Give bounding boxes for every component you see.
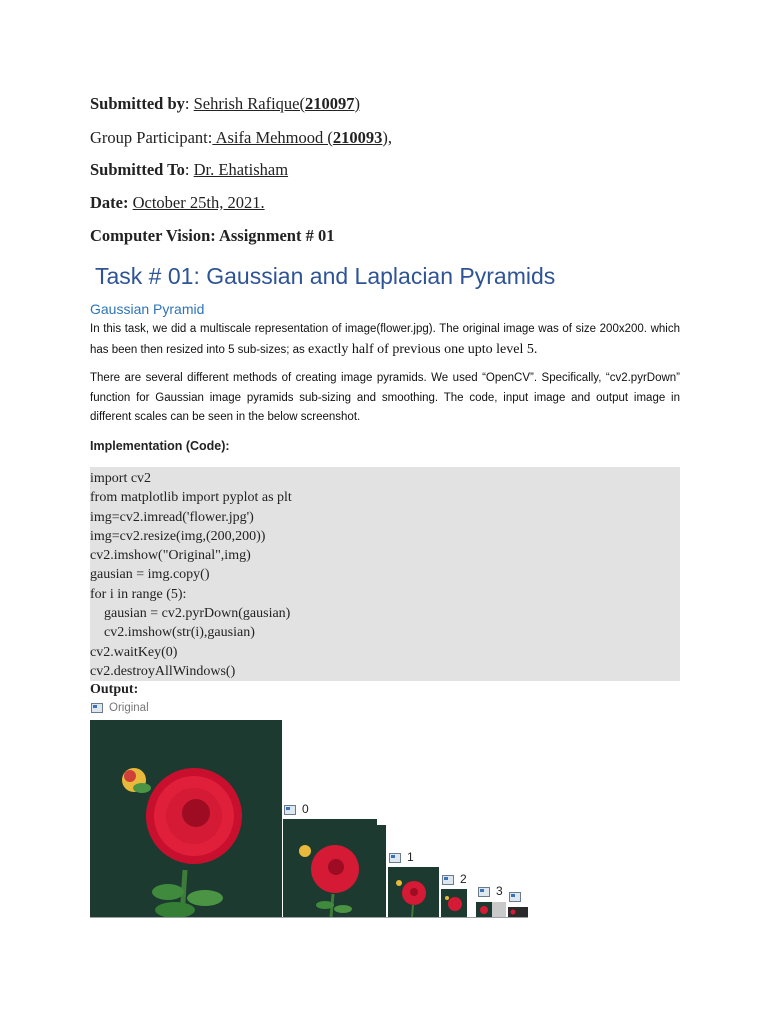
code-line: from matplotlib import pyplot as plt (90, 490, 292, 506)
window-title-original (91, 702, 149, 714)
flower-image (90, 720, 282, 917)
image-original (90, 720, 282, 917)
code-line: img=cv2.resize(img,(200,200)) (90, 528, 266, 544)
code-line: import cv2 (90, 471, 152, 486)
group-participant-line (90, 128, 392, 148)
code-line: cv2.imshow(str(i),gausian) (90, 625, 255, 641)
flower-image (388, 867, 439, 917)
window-title-3 (478, 884, 503, 898)
image-level-0 (283, 819, 386, 917)
submitted-to-line: Submitted To: Dr. Ehatisham (90, 160, 289, 179)
paragraph-methods: There are several different methods of creating image pyramids. We used “OpenCV”. Specifically, “cv2.pyrDown” function for Gaussian image pyramids sub-sizing and smoothing. The code, input image and output image in different scales can be seen in the below screenshot. (90, 372, 680, 423)
submitted-by-id: 210097 (304, 94, 355, 113)
paragraph-intro-b: exactly half of previous one upto level 5. (308, 341, 538, 357)
window-icon (91, 703, 103, 713)
course-title-text: Computer Vision: Assignment # 01 (90, 226, 335, 245)
window-title-original-text: Original (109, 702, 149, 714)
submitted-by-label: Submitted by (90, 94, 185, 113)
group-id: 210093 (332, 128, 383, 147)
code-line: cv2.imshow("Original",img) (90, 548, 251, 564)
submitted-by-line: Submitted by: Sehrish Rafique(210097) (90, 94, 360, 113)
code-line: cv2.waitKey(0) (90, 644, 178, 660)
group-label: Group Participant: (90, 128, 213, 147)
course-title (90, 226, 334, 246)
code-line: for i in range (5): (90, 586, 187, 602)
submitted-by-close: ) (354, 94, 360, 113)
flower-image (476, 902, 506, 917)
task-title: Task # 01: Gaussian and Laplacian Pyramids (95, 263, 556, 289)
window-title-2-text: 2 (460, 872, 467, 886)
submitted-to-name: Dr. Ehatisham (193, 160, 289, 179)
window-title-1-text: 1 (407, 850, 414, 864)
code-block (90, 467, 680, 681)
image-level-1 (388, 867, 439, 917)
flower-image (441, 889, 474, 917)
window-icon (442, 875, 454, 885)
date-line (90, 193, 265, 213)
flower-image (508, 907, 528, 917)
implementation-label: Implementation (Code): (90, 439, 230, 453)
submitted-to-label: Submitted To (90, 160, 185, 179)
code-line: img=cv2.imread('flower.jpg') (90, 509, 254, 525)
window-title-1 (389, 850, 414, 864)
window-title-3-text: 3 (496, 884, 503, 898)
image-level-2 (441, 889, 474, 917)
window-title-0-text: 0 (302, 802, 309, 816)
paragraph-intro-a: In this task, we did a multiscale representation of image(flower.jpg). The original image was of size 200x200. which has been then resized into 5 sub-sizes; as (90, 323, 680, 356)
date-value: October 25th, 2021. (132, 193, 265, 212)
image-level-4 (508, 907, 528, 917)
subtitle-gaussian-pyramid: Gaussian Pyramid (90, 301, 205, 317)
group-close: ), (382, 128, 393, 147)
submitted-by-name: Sehrish Rafique( (193, 94, 305, 113)
window-title-2 (442, 872, 467, 886)
code-line: gausian = img.copy() (90, 567, 210, 583)
flower-image (283, 819, 386, 917)
window-icon (389, 853, 401, 863)
image-level-3 (476, 902, 506, 917)
group-name: Asifa Mehmood ( (212, 128, 333, 147)
window-icon (478, 887, 490, 897)
window-title-0 (284, 802, 309, 816)
code-line: gausian = cv2.pyrDown(gausian) (90, 606, 291, 622)
window-icon (509, 892, 521, 902)
window-icon (284, 805, 296, 815)
window-title-4 (509, 889, 527, 903)
images-baseline (90, 917, 528, 918)
date-label: Date: (90, 193, 129, 212)
code-line: cv2.destroyAllWindows() (90, 663, 236, 679)
paragraph-intro (90, 320, 680, 360)
output-label: Output: (90, 682, 139, 697)
